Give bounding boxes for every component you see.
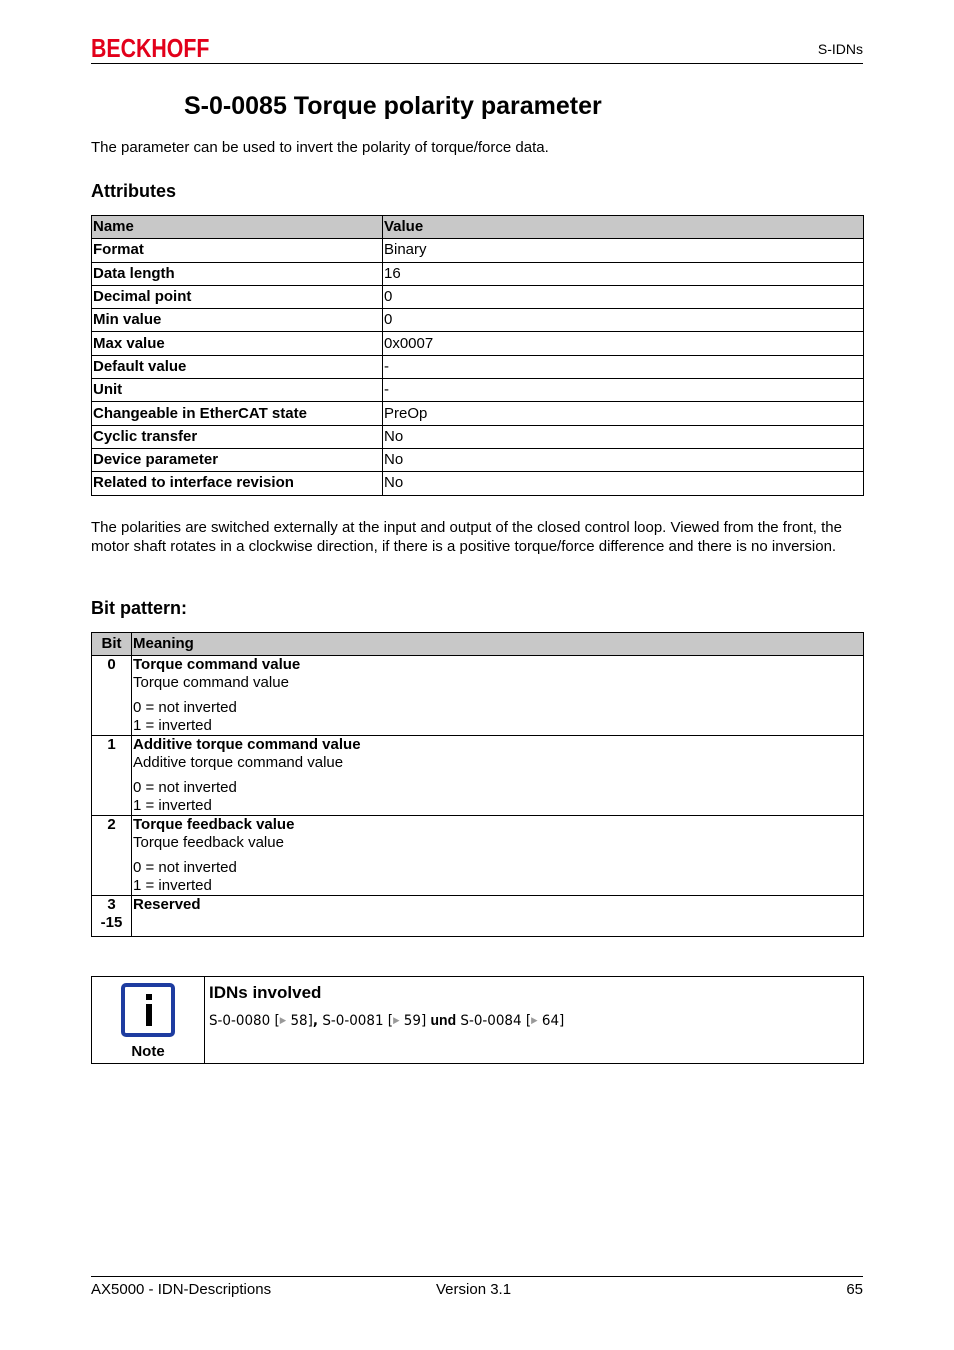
attribute-name: Default value	[92, 355, 383, 378]
attribute-value: 16	[383, 262, 864, 285]
table-row	[92, 332, 864, 355]
page-title: S-0-0085 Torque polarity parameter	[184, 92, 602, 120]
value-not-inverted: 0 = not inverted	[133, 699, 237, 716]
footer-page-number: 65	[846, 1281, 863, 1298]
meaning-cell	[132, 736, 864, 816]
bit-number-range: -15	[100, 914, 123, 931]
bit-number: 1	[92, 736, 132, 816]
footer-rule	[91, 1276, 863, 1277]
table-row	[92, 262, 864, 285]
beckhoff-logo: BECKHOFF	[91, 33, 210, 63]
attribute-value: 0	[383, 309, 864, 332]
ref-link-s-0-0080[interactable]: S-0-0080	[209, 1013, 271, 1029]
attribute-name: Data length	[92, 262, 383, 285]
table-row	[92, 816, 864, 896]
footer-document: AX5000 - IDN-Descriptions	[91, 1281, 272, 1298]
ref-page-64[interactable]: 64	[541, 1013, 560, 1029]
value-inverted: 1 = inverted	[133, 717, 212, 734]
note-box	[91, 976, 864, 1064]
meaning-cell	[132, 896, 864, 937]
value-inverted: 1 = inverted	[133, 797, 212, 814]
meaning-cell	[132, 816, 864, 896]
attribute-name: Cyclic transfer	[92, 425, 383, 448]
value-not-inverted: 0 = not inverted	[133, 859, 237, 876]
table-row	[92, 656, 864, 736]
table-row	[92, 239, 864, 262]
bit-pattern-table	[91, 632, 864, 937]
attribute-value: -	[383, 355, 864, 378]
attributes-table	[91, 215, 864, 496]
footer-version: Version 3.1	[436, 1281, 512, 1298]
column-header-bit: Bit	[92, 633, 132, 656]
description-paragraph: The polarities are switched externally at the input and output of the closed control loop. Viewed from the front, the motor shaft rotates in a clockwise direction, if there is a positive torque/force difference and there is no inversion.	[91, 519, 842, 555]
section-label: S-IDNs	[817, 41, 863, 57]
meaning-cell	[132, 656, 864, 736]
meaning-title: Additive torque command value	[133, 736, 361, 753]
play-arrow-icon: ▶	[279, 1016, 287, 1026]
header-rule	[91, 63, 863, 64]
table-row	[92, 379, 864, 402]
note-icon-column	[92, 977, 205, 1063]
value-inverted: 1 = inverted	[133, 877, 212, 894]
meaning-title: Torque command value	[133, 656, 301, 673]
note-label: Note	[131, 1043, 165, 1060]
play-arrow-icon: ▶	[393, 1016, 400, 1026]
table-row	[92, 425, 864, 448]
table-row	[92, 472, 864, 495]
attributes-heading: Attributes	[91, 181, 176, 201]
intro-paragraph: The parameter can be used to invert the polarity of torque/force data.	[91, 139, 549, 156]
attribute-name: Min value	[92, 309, 383, 332]
attribute-value: -	[383, 379, 864, 402]
bit-number: 3	[107, 896, 116, 913]
attribute-name: Decimal point	[92, 285, 383, 308]
ref-page-58[interactable]: 58	[290, 1013, 308, 1029]
conjunction: und	[430, 1012, 457, 1029]
meaning-subtitle: Additive torque command value	[133, 754, 344, 771]
note-references: S-0-0080 [▶ 58], S-0-0081 [▶ 59] und S-0-0084 [▶ 64]	[209, 1012, 565, 1029]
table-row	[92, 355, 864, 378]
attribute-name: Max value	[92, 332, 383, 355]
table-row	[92, 285, 864, 308]
bit-number: 0	[92, 656, 132, 736]
column-header-name: Name	[92, 216, 383, 239]
table-row	[92, 402, 864, 425]
spacer	[133, 772, 862, 779]
attribute-value: PreOp	[383, 402, 864, 425]
meaning-subtitle: Torque command value	[133, 674, 289, 691]
column-header-meaning: Meaning	[132, 633, 864, 656]
bit-number: 2	[92, 816, 132, 896]
attribute-value: Binary	[383, 239, 864, 262]
attribute-value: No	[383, 425, 864, 448]
bit-cell	[92, 896, 132, 937]
bit-pattern-heading: Bit pattern:	[91, 598, 187, 618]
ref-link-s-0-0084[interactable]: S-0-0084	[460, 1013, 522, 1029]
ref-link-s-0-0081[interactable]: S-0-0081	[322, 1013, 384, 1029]
attribute-name: Format	[92, 239, 383, 262]
ref-page-59[interactable]: 59	[403, 1013, 421, 1029]
value-not-inverted: 0 = not inverted	[133, 779, 237, 796]
spacer	[133, 852, 862, 859]
spacer	[133, 692, 862, 699]
attribute-value: 0x0007	[383, 332, 864, 355]
play-arrow-icon: ▶	[531, 1016, 538, 1026]
table-row	[92, 309, 864, 332]
table-header-row	[92, 216, 864, 239]
info-icon	[121, 983, 175, 1037]
attribute-name: Changeable in EtherCAT state	[92, 402, 383, 425]
table-header-row	[92, 633, 864, 656]
meaning-subtitle: Torque feedback value	[133, 834, 284, 851]
attribute-name: Device parameter	[92, 448, 383, 471]
table-row	[92, 736, 864, 816]
attribute-value: No	[383, 472, 864, 495]
attribute-value: No	[383, 448, 864, 471]
column-header-value: Value	[383, 216, 864, 239]
attribute-name: Unit	[92, 379, 383, 402]
meaning-title: Torque feedback value	[133, 816, 295, 833]
attribute-value: 0	[383, 285, 864, 308]
table-row	[92, 448, 864, 471]
note-title: IDNs involved	[209, 983, 322, 1002]
attribute-name: Related to interface revision	[92, 472, 383, 495]
table-row-reserved	[92, 896, 864, 937]
meaning-title: Reserved	[133, 896, 201, 913]
